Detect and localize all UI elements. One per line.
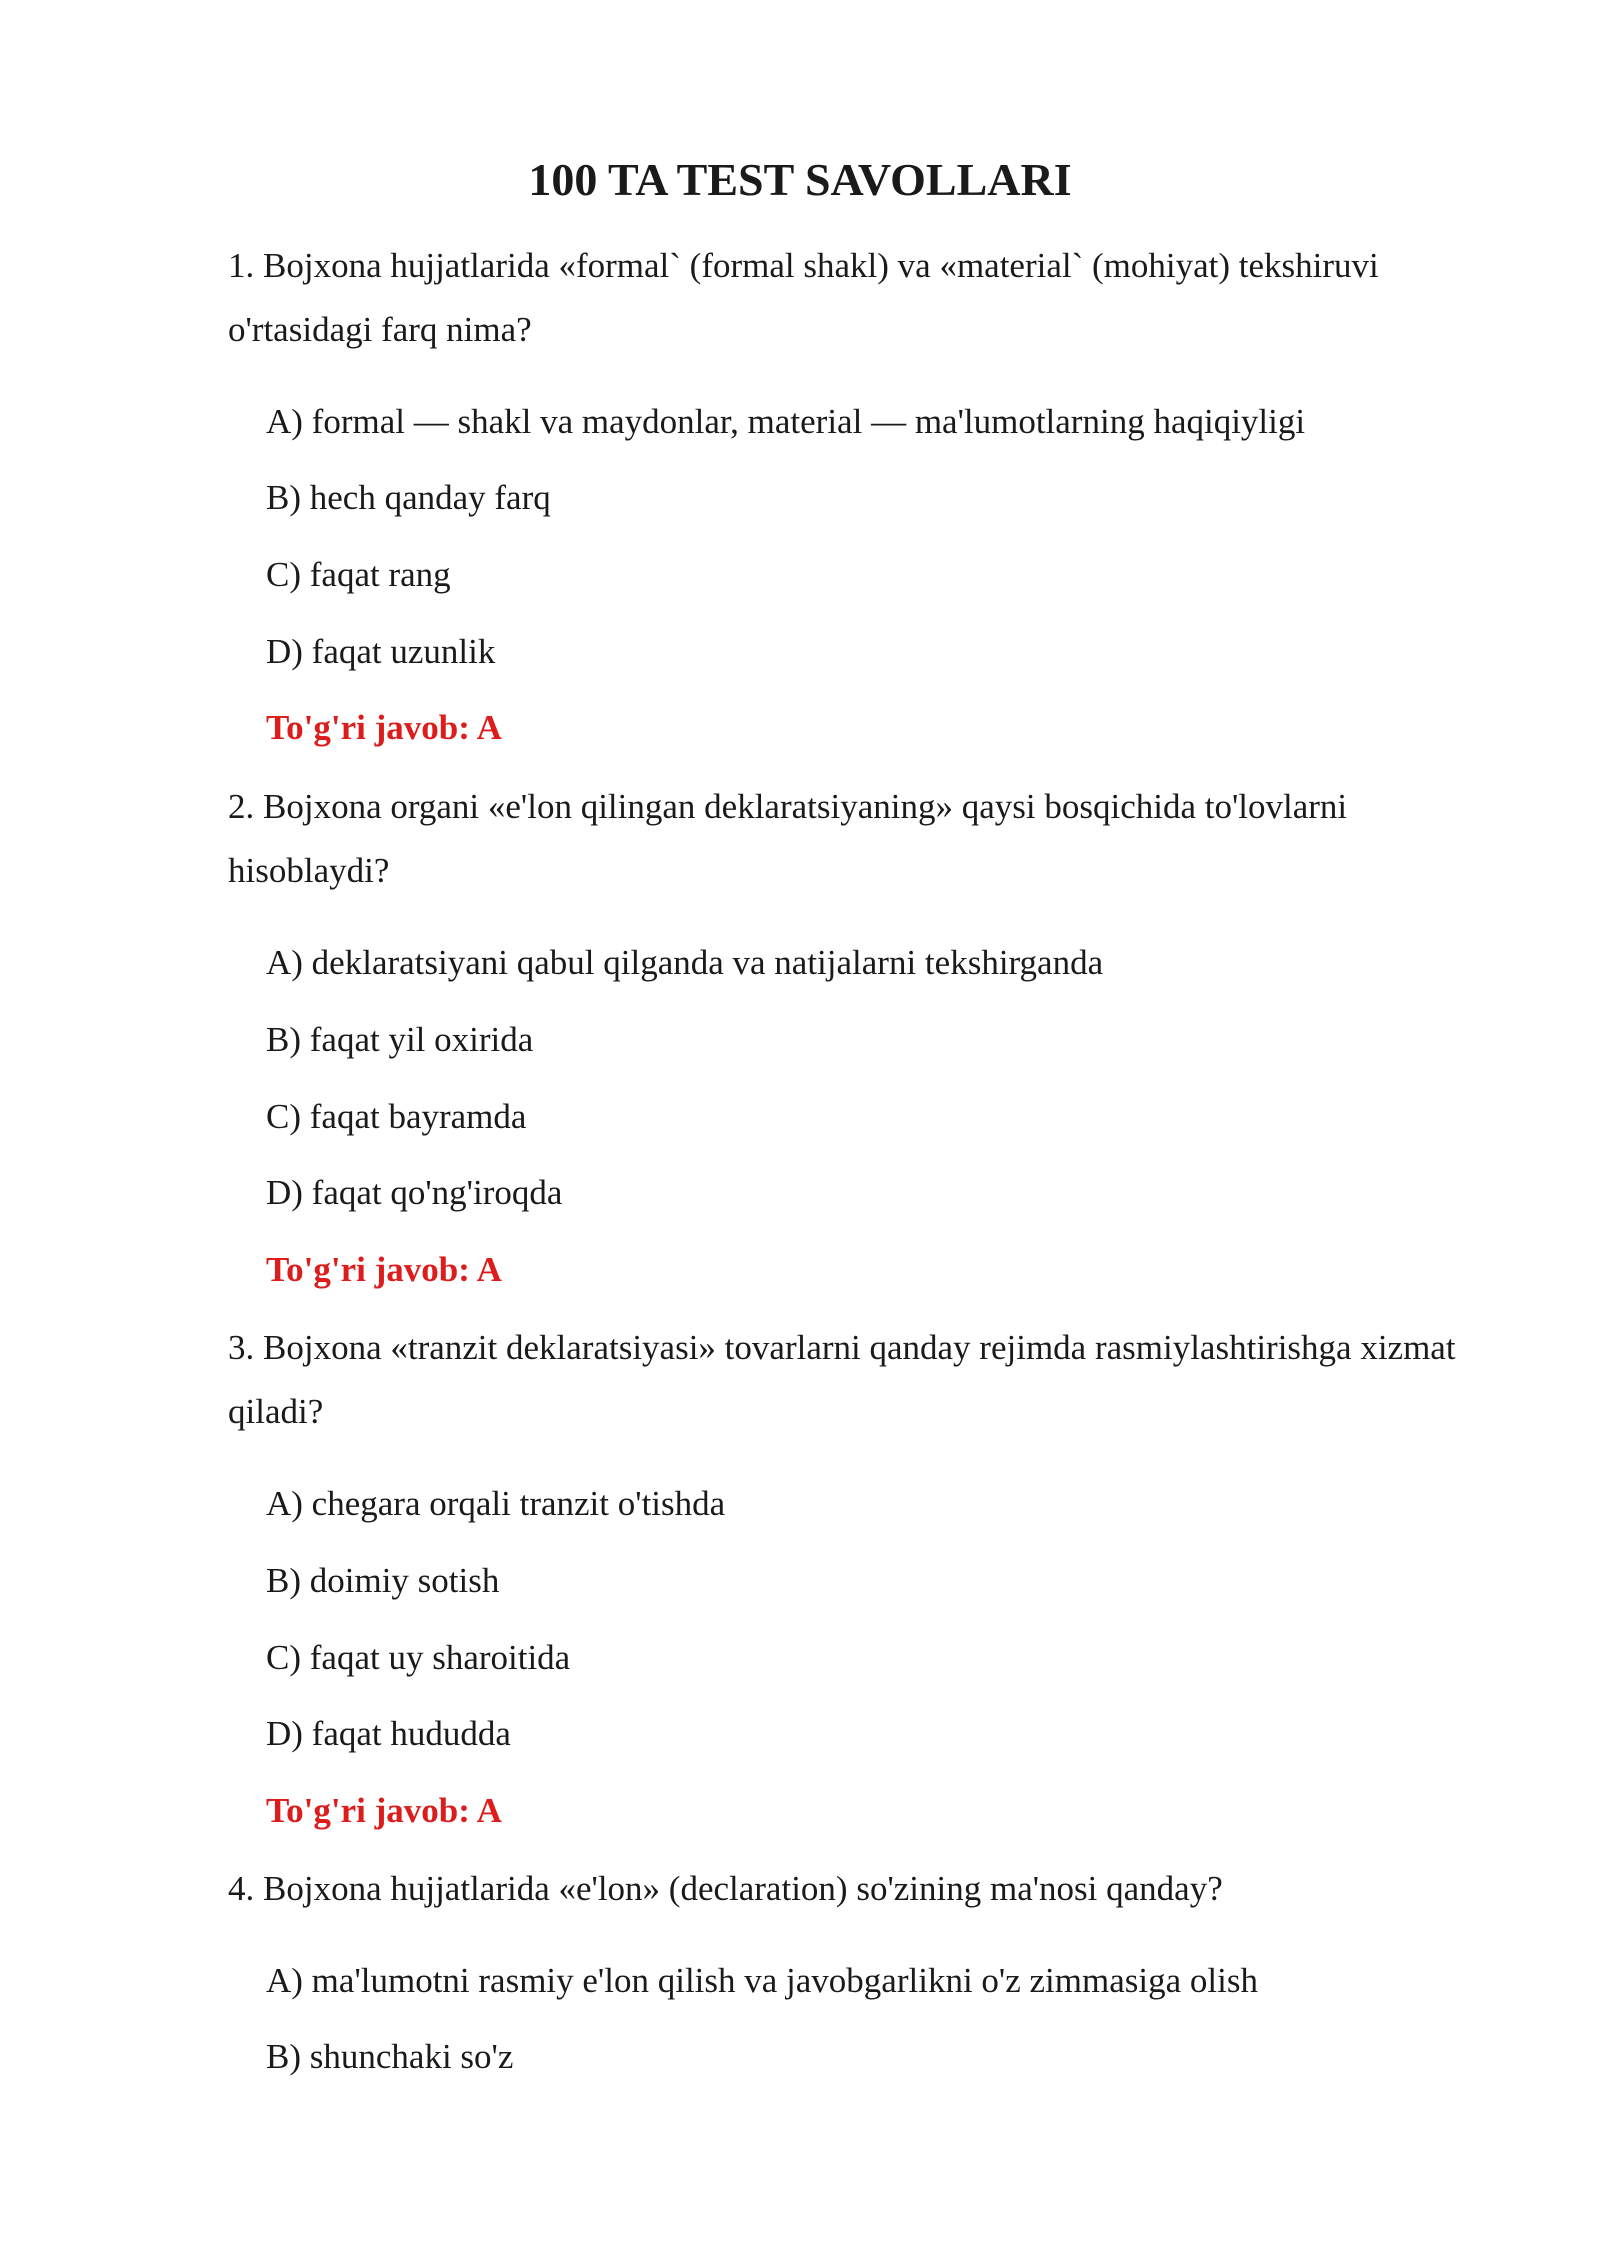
question-3-option-b: B) doimiy sotish — [266, 1561, 500, 1600]
question-3-option-d: D) faqat hududda — [266, 1714, 511, 1753]
question-2-option-d: D) faqat qo'ng'iroqda — [266, 1173, 563, 1212]
question-3-option-a: A) chegara orqali tranzit o'tishda — [266, 1484, 726, 1523]
question-1-option-d: D) faqat uzunlik — [266, 632, 496, 671]
question-4-text: 4. Bojxona hujjatlarida «e'lon» (declaration) so'zining ma'nosi qanday? — [228, 1869, 1223, 1908]
question-2-option-b: B) faqat yil oxirida — [266, 1020, 534, 1059]
question-3-option-c: C) faqat uy sharoitida — [266, 1638, 571, 1677]
question-2-option-a: A) deklaratsiyani qabul qilganda va natijalarni tekshirganda — [266, 943, 1104, 982]
question-1-option-a: A) formal — shakl va maydonlar, material — ma'lumotlarning haqiqiyligi — [266, 402, 1306, 441]
question-2-text: 2. Bojxona organi «e'lon qilingan deklaratsiyaning» qaysi bosqichida to'lovlarni hisoblaydi? — [228, 787, 1348, 890]
question-1-option-b: B) hech qanday farq — [266, 478, 551, 517]
question-4-option-b: B) shunchaki so'z — [266, 2037, 514, 2076]
question-1-option-c: C) faqat rang — [266, 555, 451, 594]
question-1-answer: To'g'ri javob: A — [266, 708, 502, 747]
question-1-text: 1. Bojxona hujjatlarida «formal` (formal shakl) va «material` (mohiyat) tekshiruvi o'rtasidagi farq nima? — [228, 246, 1379, 349]
question-3-answer: To'g'ri javob: A — [266, 1791, 502, 1830]
question-3-text: 3. Bojxona «tranzit deklaratsiyasi» tovarlarni qanday rejimda rasmiylashtirishga xizmat qiladi? — [228, 1328, 1456, 1431]
question-2-answer: To'g'ri javob: A — [266, 1250, 502, 1289]
page-title: 100 TA TEST SAVOLLARI — [528, 154, 1072, 205]
question-2-option-c: C) faqat bayramda — [266, 1097, 527, 1136]
question-4-option-a: A) ma'lumotni rasmiy e'lon qilish va javobgarlikni o'z zimmasiga olish — [266, 1961, 1258, 2000]
